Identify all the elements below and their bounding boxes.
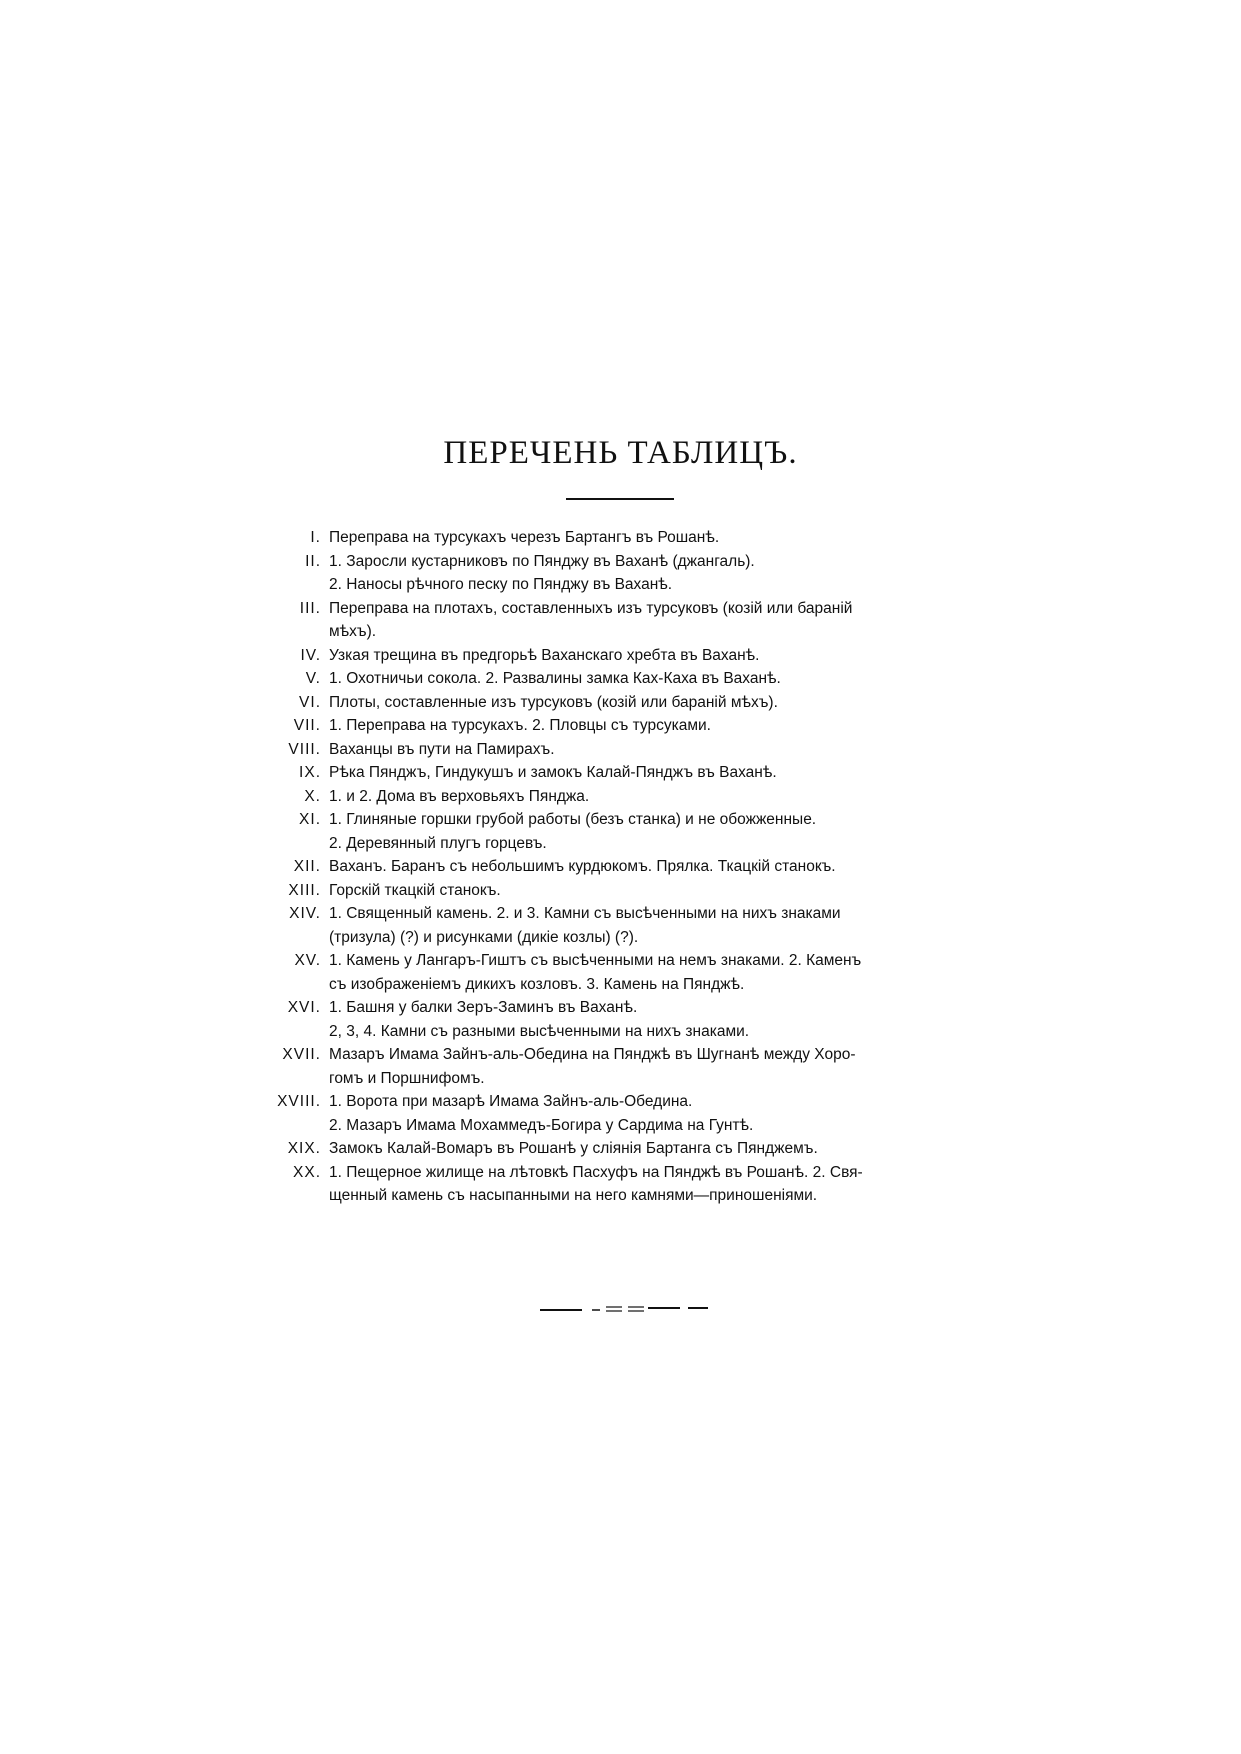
end-ornament: [540, 1304, 708, 1314]
plate-description: Мазаръ Имама Зайнъ-аль-Обедина на Пянджѣ въ Шугнанѣ между Хоро-: [329, 1046, 856, 1063]
plate-numeral: VII.: [293, 717, 321, 734]
plate-description: 1. Башня у балки Зеръ-Заминъ въ Ваханѣ.: [329, 999, 638, 1016]
plate-numeral: IV.: [300, 646, 321, 664]
plate-numeral: XVIII.: [277, 1093, 321, 1110]
plate-entry: [0, 855, 1241, 879]
title-rule: [566, 498, 674, 500]
plate-description: Горскій ткацкій станокъ.: [329, 881, 501, 899]
plate-description: 1. и 2. Дома въ верховьяхъ Пянджа.: [329, 787, 590, 805]
plate-description: 1. Ворота при мазарѣ Имама Зайнъ-аль-Обедина.: [329, 1093, 693, 1110]
plate-description: мѣхъ).: [329, 623, 377, 640]
plate-numeral: V.: [305, 670, 321, 687]
page-title: ПЕРЕЧЕНЬ ТАБЛИЦЪ.: [443, 435, 798, 471]
plate-list: [0, 526, 1241, 1208]
plate-description: съ изображеніемъ дикихъ козловъ. 3. Камень на Пянджѣ.: [329, 975, 745, 993]
plate-description: 1. Пещерное жилище на лѣтовкѣ Пасхуфъ на Пянджѣ въ Рошанѣ. 2. Свя-: [329, 1163, 863, 1181]
plate-numeral: XV.: [294, 952, 321, 969]
plate-entry: [0, 691, 1241, 715]
plate-entry: [0, 996, 1241, 1020]
plate-entry: [0, 620, 1241, 644]
plate-description: Переправа на турсукахъ черезъ Бартангъ въ Рошанѣ.: [329, 529, 720, 546]
plate-entry: [0, 1114, 1241, 1138]
plate-description: 1. Охотничьи сокола. 2. Развалины замка Ках-Каха въ Ваханѣ.: [329, 670, 781, 687]
plate-description: 1. Священный камень. 2. и 3. Камни съ высѣченными на нихъ знаками: [329, 905, 841, 922]
plate-entry: [0, 902, 1241, 926]
plate-description: (тризула) (?) и рисунками (дикіе козлы) (?).: [329, 928, 639, 946]
plate-description: Переправа на плотахъ, составленныхъ изъ турсуковъ (козiй или бараній: [329, 599, 853, 617]
plate-numeral: I.: [310, 529, 321, 546]
plate-numeral: XX.: [293, 1163, 321, 1181]
plate-entry: [0, 1184, 1241, 1208]
plate-description: Узкая трещина въ предгорьѣ Ваханскаго хребта въ Ваханѣ.: [329, 646, 760, 664]
plate-entry: [0, 1067, 1241, 1091]
plate-description: гомъ и Поршнифомъ.: [329, 1069, 485, 1087]
plate-entry: [0, 597, 1241, 621]
plate-numeral: IX.: [299, 764, 321, 781]
plate-description: Ваханъ. Баранъ съ небольшимъ курдюкомъ. Прялка. Ткацкій станокъ.: [329, 858, 836, 875]
plate-description: Рѣка Пянджъ, Гиндукушъ и замокъ Калай-Пянджъ въ Ваханѣ.: [329, 764, 777, 781]
plate-description: 2. Мазаръ Имама Мохаммедъ-Богира у Сардима на Гунтѣ.: [329, 1116, 754, 1134]
plate-numeral: II.: [305, 552, 321, 570]
plate-entry: [0, 808, 1241, 832]
plate-entry: [0, 644, 1241, 668]
plate-description: 2. Деревянный плугъ горцевъ.: [329, 834, 547, 852]
plate-entry: [0, 1161, 1241, 1185]
plate-description: 2, 3, 4. Камни съ разными высѣченными на нихъ знаками.: [329, 1022, 750, 1040]
plate-entry: [0, 785, 1241, 809]
plate-entry: [0, 714, 1241, 738]
plate-description: Ваханцы въ пути на Памирахъ.: [329, 740, 555, 758]
plate-numeral: XII.: [293, 858, 321, 875]
plate-numeral: XIV.: [289, 905, 321, 922]
plate-description: Замокъ Калай-Вомаръ въ Рошанѣ у сліянія Бартанга съ Пянджемъ.: [329, 1140, 818, 1157]
plate-entry: [0, 1020, 1241, 1044]
plate-numeral: XIX.: [287, 1140, 321, 1157]
plate-entry: [0, 526, 1241, 550]
plate-description: Плоты, составленные изъ турсуковъ (козiй или бараній мѣхъ).: [329, 693, 778, 711]
plate-numeral: III.: [299, 599, 321, 617]
plate-entry: [0, 738, 1241, 762]
plate-numeral: X.: [304, 787, 321, 805]
plate-numeral: VI.: [299, 693, 321, 711]
plate-entry: [0, 832, 1241, 856]
plate-entry: [0, 667, 1241, 691]
plate-entry: [0, 926, 1241, 950]
plate-entry: [0, 1043, 1241, 1067]
plate-entry: [0, 973, 1241, 997]
plate-entry: [0, 573, 1241, 597]
plate-description: 1. Переправа на турсукахъ. 2. Пловцы съ турсуками.: [329, 717, 711, 734]
plate-numeral: XI.: [299, 811, 321, 828]
plate-entry: [0, 761, 1241, 785]
plate-entry: [0, 949, 1241, 973]
plate-description: щенный камень съ насыпанными на него камнями—приношеніями.: [329, 1187, 818, 1204]
plate-entry: [0, 879, 1241, 903]
plate-entry: [0, 550, 1241, 574]
plate-description: 2. Наносы рѣчного песку по Пянджу въ Ваханѣ.: [329, 576, 673, 593]
plate-entry: [0, 1137, 1241, 1161]
plate-numeral: XVII.: [282, 1046, 321, 1063]
plate-description: 1. Камень у Лангаръ-Гиштъ съ высѣченными на немъ знаками. 2. Каменъ: [329, 952, 862, 969]
plate-numeral: XIII.: [288, 881, 321, 899]
plate-description: 1. Заросли кустарниковъ по Пянджу въ Ваханѣ (джангаль).: [329, 552, 755, 570]
plate-numeral: XVI.: [287, 999, 321, 1016]
plate-numeral: VIII.: [288, 740, 321, 758]
plate-description: 1. Глиняные горшки грубой работы (безъ станка) и не обожженные.: [329, 811, 817, 828]
plate-entry: [0, 1090, 1241, 1114]
